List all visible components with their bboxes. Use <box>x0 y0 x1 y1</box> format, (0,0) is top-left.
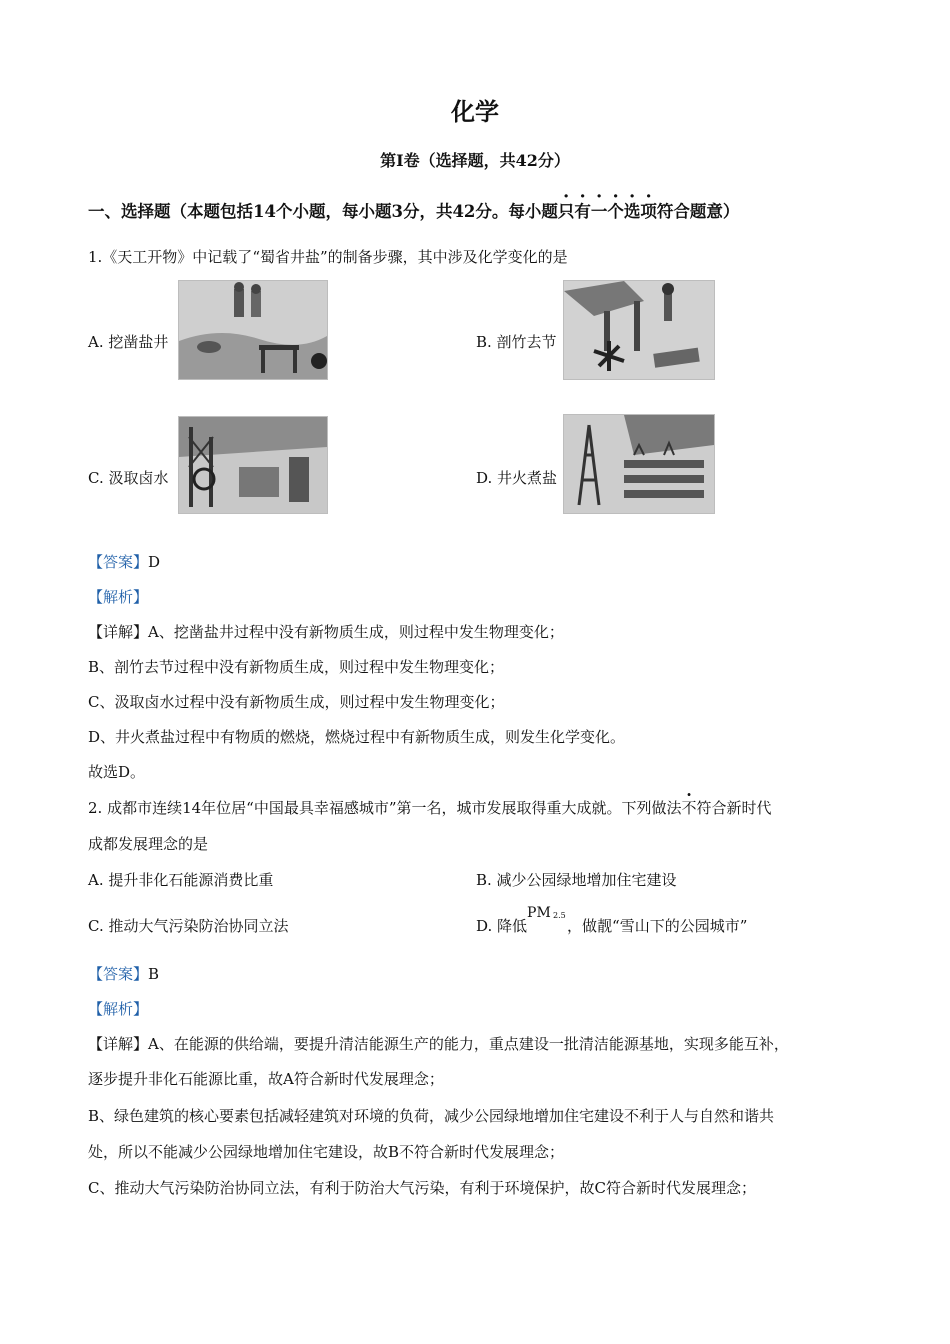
q1-option-d: D. 井火煮盐 <box>476 469 558 487</box>
emphasis-dotted-text: 只有一个选项 <box>557 202 657 221</box>
question-type-heading <box>88 198 739 222</box>
answer-value: D <box>148 553 161 571</box>
q1-option-d-illustration <box>563 414 715 514</box>
q1-detail-a: 【详解】A、挖凿盐井过程中没有新物质生成，则过程中发生物理变化； <box>88 623 564 641</box>
q2-option-c: C. 推动大气污染防治协同立法 <box>88 917 289 935</box>
page-title: 化学 <box>451 97 499 126</box>
bamboo-splitting-image <box>564 281 714 379</box>
brine-drawing-image <box>179 417 327 513</box>
q2-detail-a-line2: 逐步提升非化石能源比重，故A符合新时代发展理念； <box>88 1070 444 1088</box>
q1-detail-d: D、井火煮盐过程中有物质的燃烧，燃烧过程中有新物质生成，则发生化学变化。 <box>88 728 626 746</box>
q1-conclusion: 故选D。 <box>88 763 146 781</box>
section-subtitle: 第I卷（选择题，共42分） <box>380 151 570 170</box>
q2-option-b: B. 减少公园绿地增加住宅建设 <box>476 871 677 889</box>
q1-stem: 1.《天工开物》中记载了“蜀省井盐”的制备步骤，其中涉及化学变化的是 <box>88 248 568 266</box>
q1-analysis-label: 【解析】 <box>88 588 149 606</box>
q2-option-d: D. 降低 PM 2.5 ，做靓“雪山下的公园城市” <box>476 905 748 935</box>
q1-option-a: A. 挖凿盐井 <box>88 333 169 351</box>
q1-detail-b: B、剖竹去节过程中没有新物质生成，则过程中发生物理变化； <box>88 658 505 676</box>
q1-answer <box>88 551 160 572</box>
q1-option-c: C. 汲取卤水 <box>88 469 169 487</box>
q2-option-a: A. 提升非化石能源消费比重 <box>88 871 274 889</box>
answer-label: 【答案】 <box>88 553 149 571</box>
detail-label: 【详解】 <box>88 1035 149 1053</box>
q2-answer <box>88 963 159 984</box>
salt-boiling-image <box>564 415 714 513</box>
q2-detail-b-line2: 处，所以不能减少公园绿地增加住宅建设，故B不符合新时代发展理念； <box>88 1143 565 1161</box>
answer-label: 【答案】 <box>88 965 149 983</box>
answer-value: B <box>148 965 160 983</box>
q2-detail-b-line1: B、绿色建筑的核心要素包括减轻建筑对环境的负荷，减少公园绿地增加住宅建设不利于人与自然和谐共 <box>88 1107 775 1125</box>
q2-detail-c: C、推动大气污染防治协同立法，有利于防治大气污染，有利于环境保护，故C符合新时代发展理念； <box>88 1179 756 1197</box>
q2-stem-line1: 2. 成都市连续14年位居“中国最具幸福感城市”第一名，城市发展取得重大成就。下列做法不符合新时代 <box>88 799 772 817</box>
pm25-formula: PM 2.5 <box>527 905 566 921</box>
q2-detail-a-line1: 【详解】A、在能源的供给端，要提升清洁能源生产的能力，重点建设一批清洁能源基地，实现多能互补， <box>88 1035 789 1053</box>
section-heading-start: 一、选择题（本题包括14个小题，每小题3分，共42分。每小题 <box>88 202 558 221</box>
q1-option-a-illustration <box>178 280 328 380</box>
detail-label: 【详解】 <box>88 623 149 641</box>
section-heading-end: 符合题意） <box>656 202 740 221</box>
q1-option-b-illustration <box>563 280 715 380</box>
q1-detail-c: C、汲取卤水过程中没有新物质生成，则过程中发生物理变化； <box>88 693 505 711</box>
q1-option-c-illustration <box>178 416 328 514</box>
q1-option-b: B. 剖竹去节 <box>476 333 557 351</box>
q2-analysis-label: 【解析】 <box>88 1000 149 1018</box>
q2-emphasis-not: 不 <box>681 799 697 817</box>
q2-stem-line2: 成都发展理念的是 <box>88 835 209 853</box>
salt-well-digging-image <box>179 281 327 379</box>
